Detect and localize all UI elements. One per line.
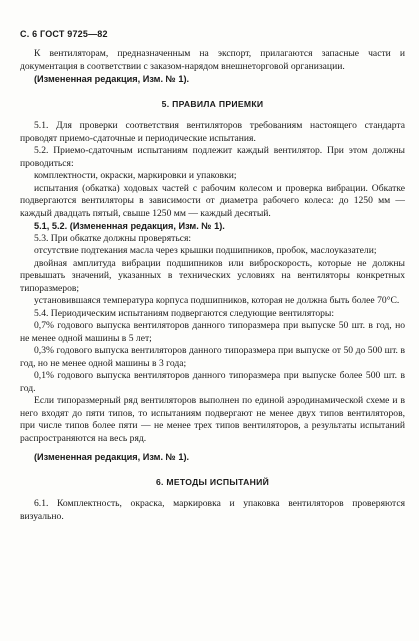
edit-note: (Измененная редакция, Изм. № 1). [34, 74, 190, 84]
clause-5-2: 5.2. Приемо-сдаточным испытаниям подлежит каждый вентилятор. При этом должны проводиться: [20, 145, 405, 169]
section-6-title: 6. МЕТОДЫ ИСПЫТАНИЙ [155, 476, 270, 487]
page-header: С. 6 ГОСТ 9725—82 [20, 29, 108, 39]
edit-note: (Измененная редакция, Изм. № 1). [34, 452, 190, 462]
clause-5-3: 5.3. При обкатке должны проверяться: [34, 232, 192, 244]
paragraph-export: К вентиляторам, предназначенным на экспорт, прилагаются запасные части и документация в соответствии с заказом-нарядом внешнеторговой организации. [20, 48, 405, 72]
clause-5-4-item: 0,3% годового выпуска вентиляторов данного типоразмера при выпуске от 50 до 500 шт. в год, но не менее одной машины в 3 года; [20, 345, 405, 369]
clause-5-3-item: отсутствие подтекания масла через крышки подшипников, пробок, маслоуказатели; [34, 245, 377, 256]
edit-note: 5.1, 5.2. (Измененная редакция, Изм. № 1). [34, 221, 225, 231]
section-5-title: 5. ПРАВИЛА ПРИЕМКИ [161, 98, 264, 109]
clause-5-3-item: двойная амплитуда вибрации подшипников или виброскорость, которые не должны превышать значений, указанных в технических условиях на вентиляторы конкретных типоразмеров; [20, 257, 405, 294]
clause-5-4-item: Если типоразмерный ряд вентиляторов выполнен по единой аэродинамической схеме и в него входят до пяти типов, то испытаниям подвергают не менее двух типов вентиляторов, при числе типов более пяти — не менее трех типов вентиляторов, а результаты испытаний распространяются на весь ряд. [20, 395, 405, 444]
clause-5-2-item: комплектности, окраски, маркировки и упаковки; [34, 170, 237, 181]
clause-5-4: 5.4. Периодическим испытаниям подвергаются следующие вентиляторы: [34, 307, 335, 319]
page-content [20, 48, 405, 523]
clause-5-2-item: испытания (обкатка) ходовых частей с рабочим колесом и проверка вибрации. Обкатке подвергаются вентиляторы в зависимости от диаметра рабочего колеса: до 1250 мм — каждый двадцать пятый, свыше 1250 мм — каждый десятый. [20, 182, 405, 219]
clause-5-4-item: 0,7% годового выпуска вентиляторов данного типоразмера при выпуске 50 шт. в год, но не менее одной машины в 5 лет; [20, 320, 405, 344]
clause-5-3-item: установившаяся температура корпуса подшипников, которая не должна быть более 70°С. [34, 295, 400, 306]
clause-5-4-item: 0,1% годового выпуска вентиляторов данного типоразмера при выпуске более 500 шт. в год. [20, 370, 405, 394]
clause-6-1: 6.1. Комплектность, окраска, маркировка и упаковка вентиляторов проверяются визуально. [20, 498, 405, 522]
clause-5-1: 5.1. Для проверки соответствия вентиляторов требованиям настоящего стандарта проводят приемо-сдаточные и периодические испытания. [20, 120, 405, 144]
